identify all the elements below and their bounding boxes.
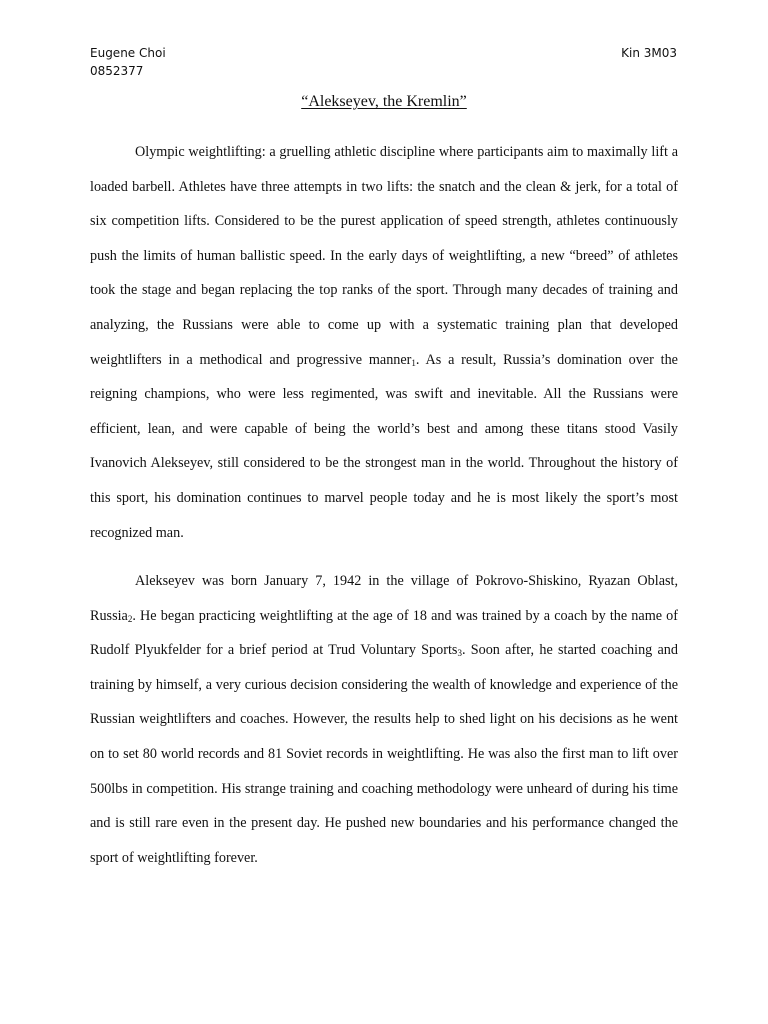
paragraph-text (90, 135, 678, 550)
footnote-marker-2: 2 (127, 613, 133, 624)
essay-title: “Alekseyev, the Kremlin” (301, 93, 467, 110)
body-paragraph-1 (90, 135, 678, 550)
author-name: Eugene Choi (90, 46, 166, 60)
student-id: 0852377 (90, 64, 144, 78)
paragraph-text (90, 564, 678, 875)
course-code: Kin 3M03 (621, 46, 677, 60)
text-segment: . As a result, Russia’s domination over the reigning champions, who were less regimented, was swift and inevitable. All the Russians were efficient, lean, and were capable of being the world’s best and among these titans stood Vasily Ivanovich Alekseyev, still considered to be the strongest man in the world. Throughout the history of this sport, his domination continues to marvel people today and he is most likely the sport’s most recognized man. (90, 351, 678, 541)
text-segment: Olympic weightlifting: a gruelling athletic discipline where participants aim to maximally lift a loaded barbell. Athletes have three attempts in two lifts: the snatch and the clean & jerk, for a total of six competition lifts. Considered to be the purest application of speed strength, athletes continuously push the limits of human ballistic speed. In the early days of weightlifting, a new “breed” of athletes took the stage and began replacing the top ranks of the sport. Through many decades of training and analyzing, the Russians were able to come up with a systematic training plan that developed weightlifters in a methodical and progressive manner (90, 144, 678, 368)
footnote-marker-1: 1 (411, 357, 416, 368)
text-segment: . Soon after, he started coaching and training by himself, a very curious decision considering the wealth of knowledge and experience of the Russian weightlifters and coaches. However, the results help to shed light on his decisions as he went on to set 80 world records and 81 Soviet records in weightlifting. He was also the first man to lift over 500lbs in competition. His strange training and coaching methodology were unheard of during his time and is still rare even in the present day. He pushed new boundaries and his performance changed the sport of weightlifting forever. (90, 642, 678, 866)
header-left-block (90, 44, 166, 80)
body-paragraph-2 (90, 564, 678, 875)
text-segment: Alekseyev was born January 7, 1942 in the village of Pokrovo-Shiskino, Ryazan Oblast, Russia (90, 573, 678, 624)
text-segment: . He began practicing weightlifting at the age of 18 and was trained by a coach by the name of Rudolf Plyukfelder for a brief period at Trud Voluntary Sports (90, 607, 678, 659)
footnote-marker-3: 3 (457, 648, 462, 659)
